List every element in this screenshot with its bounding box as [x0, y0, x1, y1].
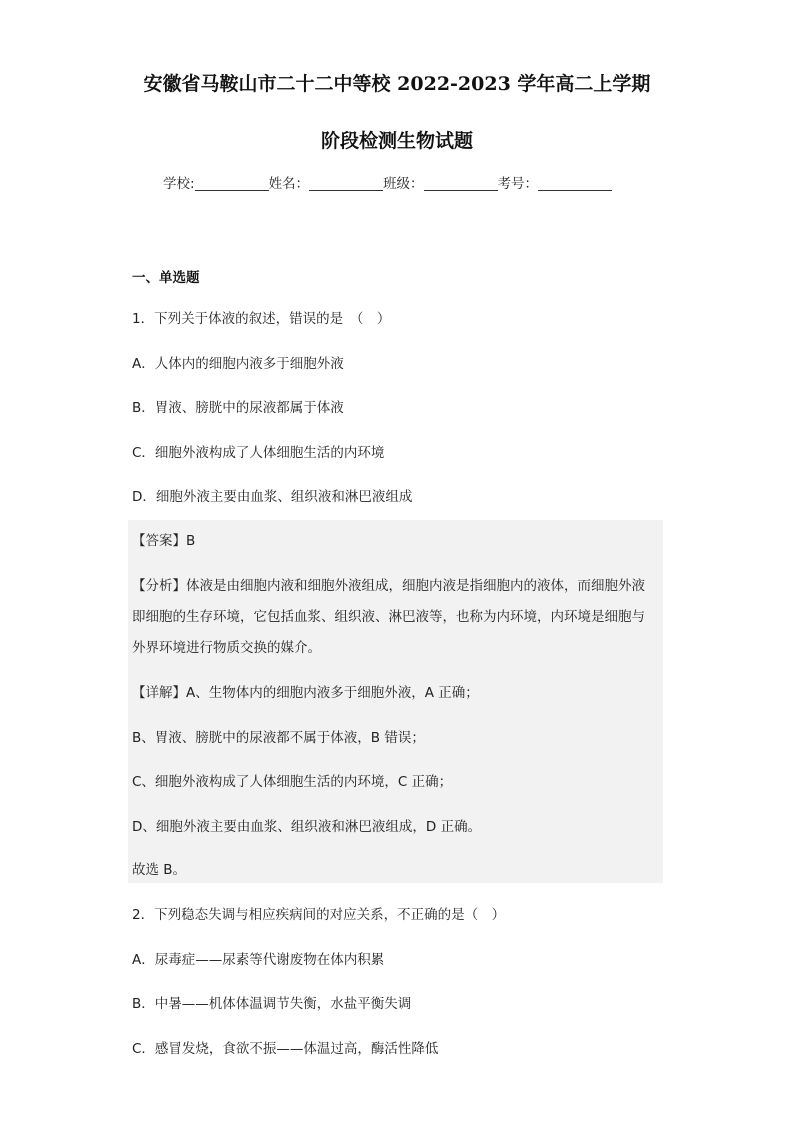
q2-option-c: C．感冒发烧，食欲不振——体温过高，酶活性降低 — [132, 1041, 439, 1057]
q1-stem: 1．下列关于体液的叙述，错误的是 （ ） — [132, 311, 391, 327]
name-label: 姓名： — [268, 176, 310, 192]
q2-stem: 2．下列稳态失调与相应疾病间的对应关系，不正确的是（ ） — [132, 907, 506, 923]
q1-analysis-line3: 外界环境进行物质交换的媒介。 — [132, 640, 321, 656]
q1-detail-line1: 【详解】A、生物体内的细胞内液多于细胞外液，A 正确； — [132, 685, 479, 701]
q1-option-a: A．人体内的细胞内液多于细胞外液 — [132, 356, 344, 372]
q1-detail-line2: B、胃液、膀胱中的尿液都不属于体液，B 错误； — [132, 730, 425, 746]
section-title: 一、单选题 — [132, 270, 200, 286]
q1-answer: 【答案】B — [132, 533, 196, 549]
school-label: 学校: — [163, 176, 195, 192]
q1-analysis-line1: 【分析】体液是由细胞内液和细胞外液组成，细胞内液是指细胞内的液体，而细胞外液 — [132, 578, 645, 594]
school-blank — [195, 176, 269, 191]
q1-detail-line4: D、细胞外液主要由血浆、组织液和淋巴液组成，D 正确。 — [132, 819, 482, 835]
number-blank — [538, 176, 612, 191]
page-title-line2: 阶段检测生物试题 — [320, 130, 473, 152]
q1-detail-line5: 故选 B。 — [132, 862, 187, 878]
q1-option-d: D．细胞外液主要由血浆、组织液和淋巴液组成 — [132, 489, 413, 505]
q1-detail-line3: C、细胞外液构成了人体细胞生活的内环境，C 正确； — [132, 774, 453, 790]
number-label: 考号： — [497, 176, 539, 192]
q1-option-b: B．胃液、膀胱中的尿液都属于体液 — [132, 400, 344, 416]
q1-analysis-line2: 即细胞的生存环境，它包括血浆、组织液、淋巴液等，也称为内环境，内环境是细胞与 — [132, 609, 645, 625]
page-title-line1: 安徽省马鞍山市二十二中等校 2022-2023 学年高二上学期 — [143, 73, 651, 95]
q2-option-b: B．中暑——机体体温调节失衡，水盐平衡失调 — [132, 996, 412, 1012]
name-blank — [309, 176, 383, 191]
q2-option-a: A．尿毒症——尿素等代谢废物在体内积累 — [132, 952, 385, 968]
class-label: 班级： — [383, 176, 424, 192]
student-info-row — [163, 172, 612, 192]
class-blank — [424, 176, 498, 191]
q1-option-c: C．细胞外液构成了人体细胞生活的内环境 — [132, 445, 385, 461]
